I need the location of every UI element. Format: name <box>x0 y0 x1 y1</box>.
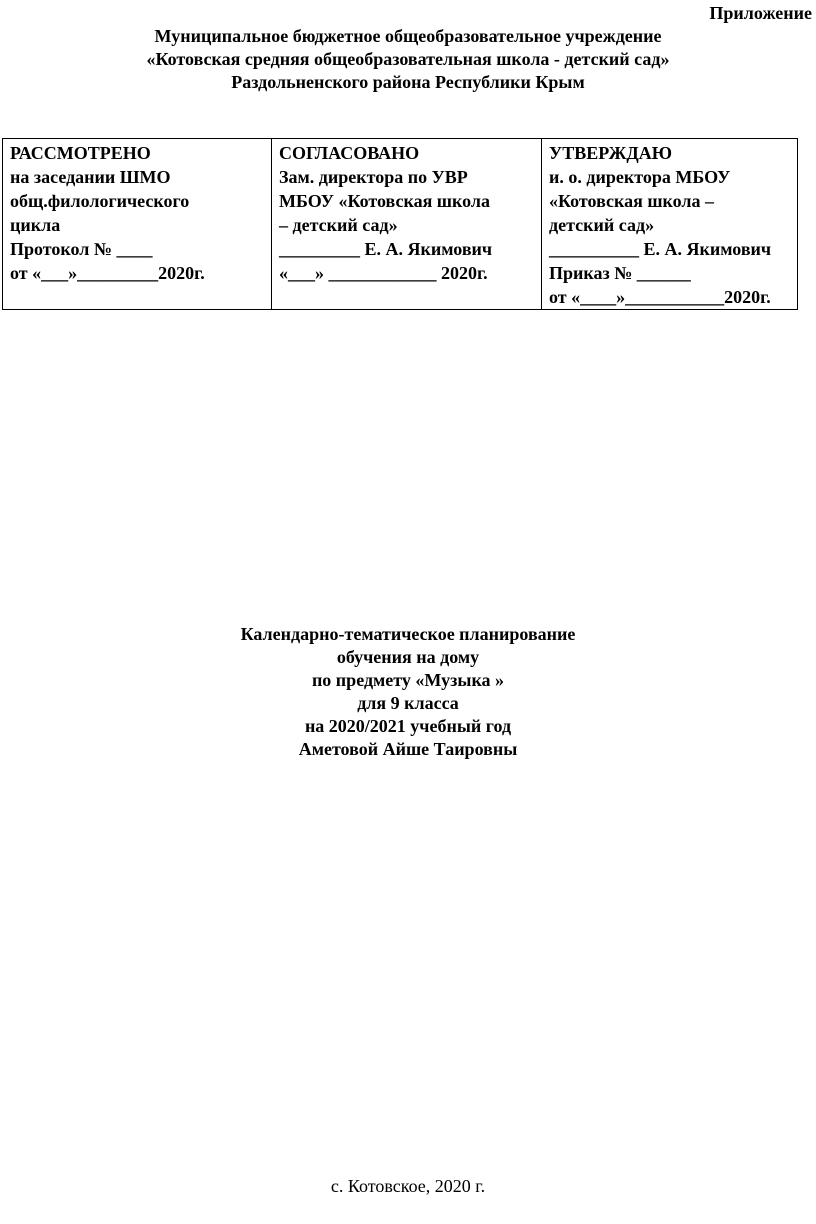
approved-date: от «____»___________2020г. <box>549 287 771 307</box>
institution-name-line: Муниципальное бюджетное общеобразовательное учреждение <box>154 26 662 46</box>
footer-place-year: с. Котовское, 2020 г. <box>330 1176 486 1196</box>
plan-student-line: Аметовой Айше Таировны <box>298 739 518 759</box>
agreed-heading: СОГЛАСОВАНО <box>279 143 420 163</box>
reviewed-protocol: Протокол № ____ <box>10 239 153 259</box>
region-line: Раздольненского района Республики Крым <box>231 72 585 92</box>
approved-line: детский сад» <box>549 215 655 235</box>
agreed-date: «___» ____________ 2020г. <box>279 263 488 283</box>
agreed-line: МБОУ «Котовская школа <box>279 191 490 211</box>
approved-line: «Котовская школа – <box>549 191 715 211</box>
approval-row <box>3 139 798 310</box>
agreed-signature: _________ Е. А. Якимович <box>279 239 493 259</box>
appendix-label: Приложение <box>709 3 812 23</box>
approved-line: и. о. директора МБОУ <box>549 167 731 187</box>
plan-mode-line: обучения на дому <box>336 647 480 667</box>
reviewed-cell <box>3 139 272 310</box>
agreed-cell <box>272 139 542 310</box>
reviewed-heading: РАССМОТРЕНО <box>10 143 151 163</box>
approved-signature: __________ Е. А. Якимович <box>549 239 772 259</box>
plan-title <box>0 623 816 761</box>
school-name-line: «Котовская средняя общеобразовательная школа - детский сад» <box>146 49 670 69</box>
plan-subject-line: по предмету «Музыка » <box>311 670 505 690</box>
plan-title-line: Календарно-тематическое планирование <box>240 624 576 644</box>
reviewed-date: от «___»_________2020г. <box>10 263 205 283</box>
agreed-line: – детский сад» <box>279 215 398 235</box>
institution-header <box>0 25 816 94</box>
approved-heading: УТВЕРЖДАЮ <box>549 143 673 163</box>
reviewed-line: на заседании ШМО <box>10 167 171 187</box>
reviewed-line: общ.филологического <box>10 191 190 211</box>
plan-year-line: на 2020/2021 учебный год <box>304 716 512 736</box>
agreed-line: Зам. директора по УВР <box>279 167 468 187</box>
plan-grade-line: для 9 класса <box>357 693 459 713</box>
approved-cell <box>542 139 798 310</box>
approval-table <box>2 138 798 310</box>
reviewed-line: цикла <box>10 215 61 235</box>
approved-order: Приказ № ______ <box>549 263 691 283</box>
